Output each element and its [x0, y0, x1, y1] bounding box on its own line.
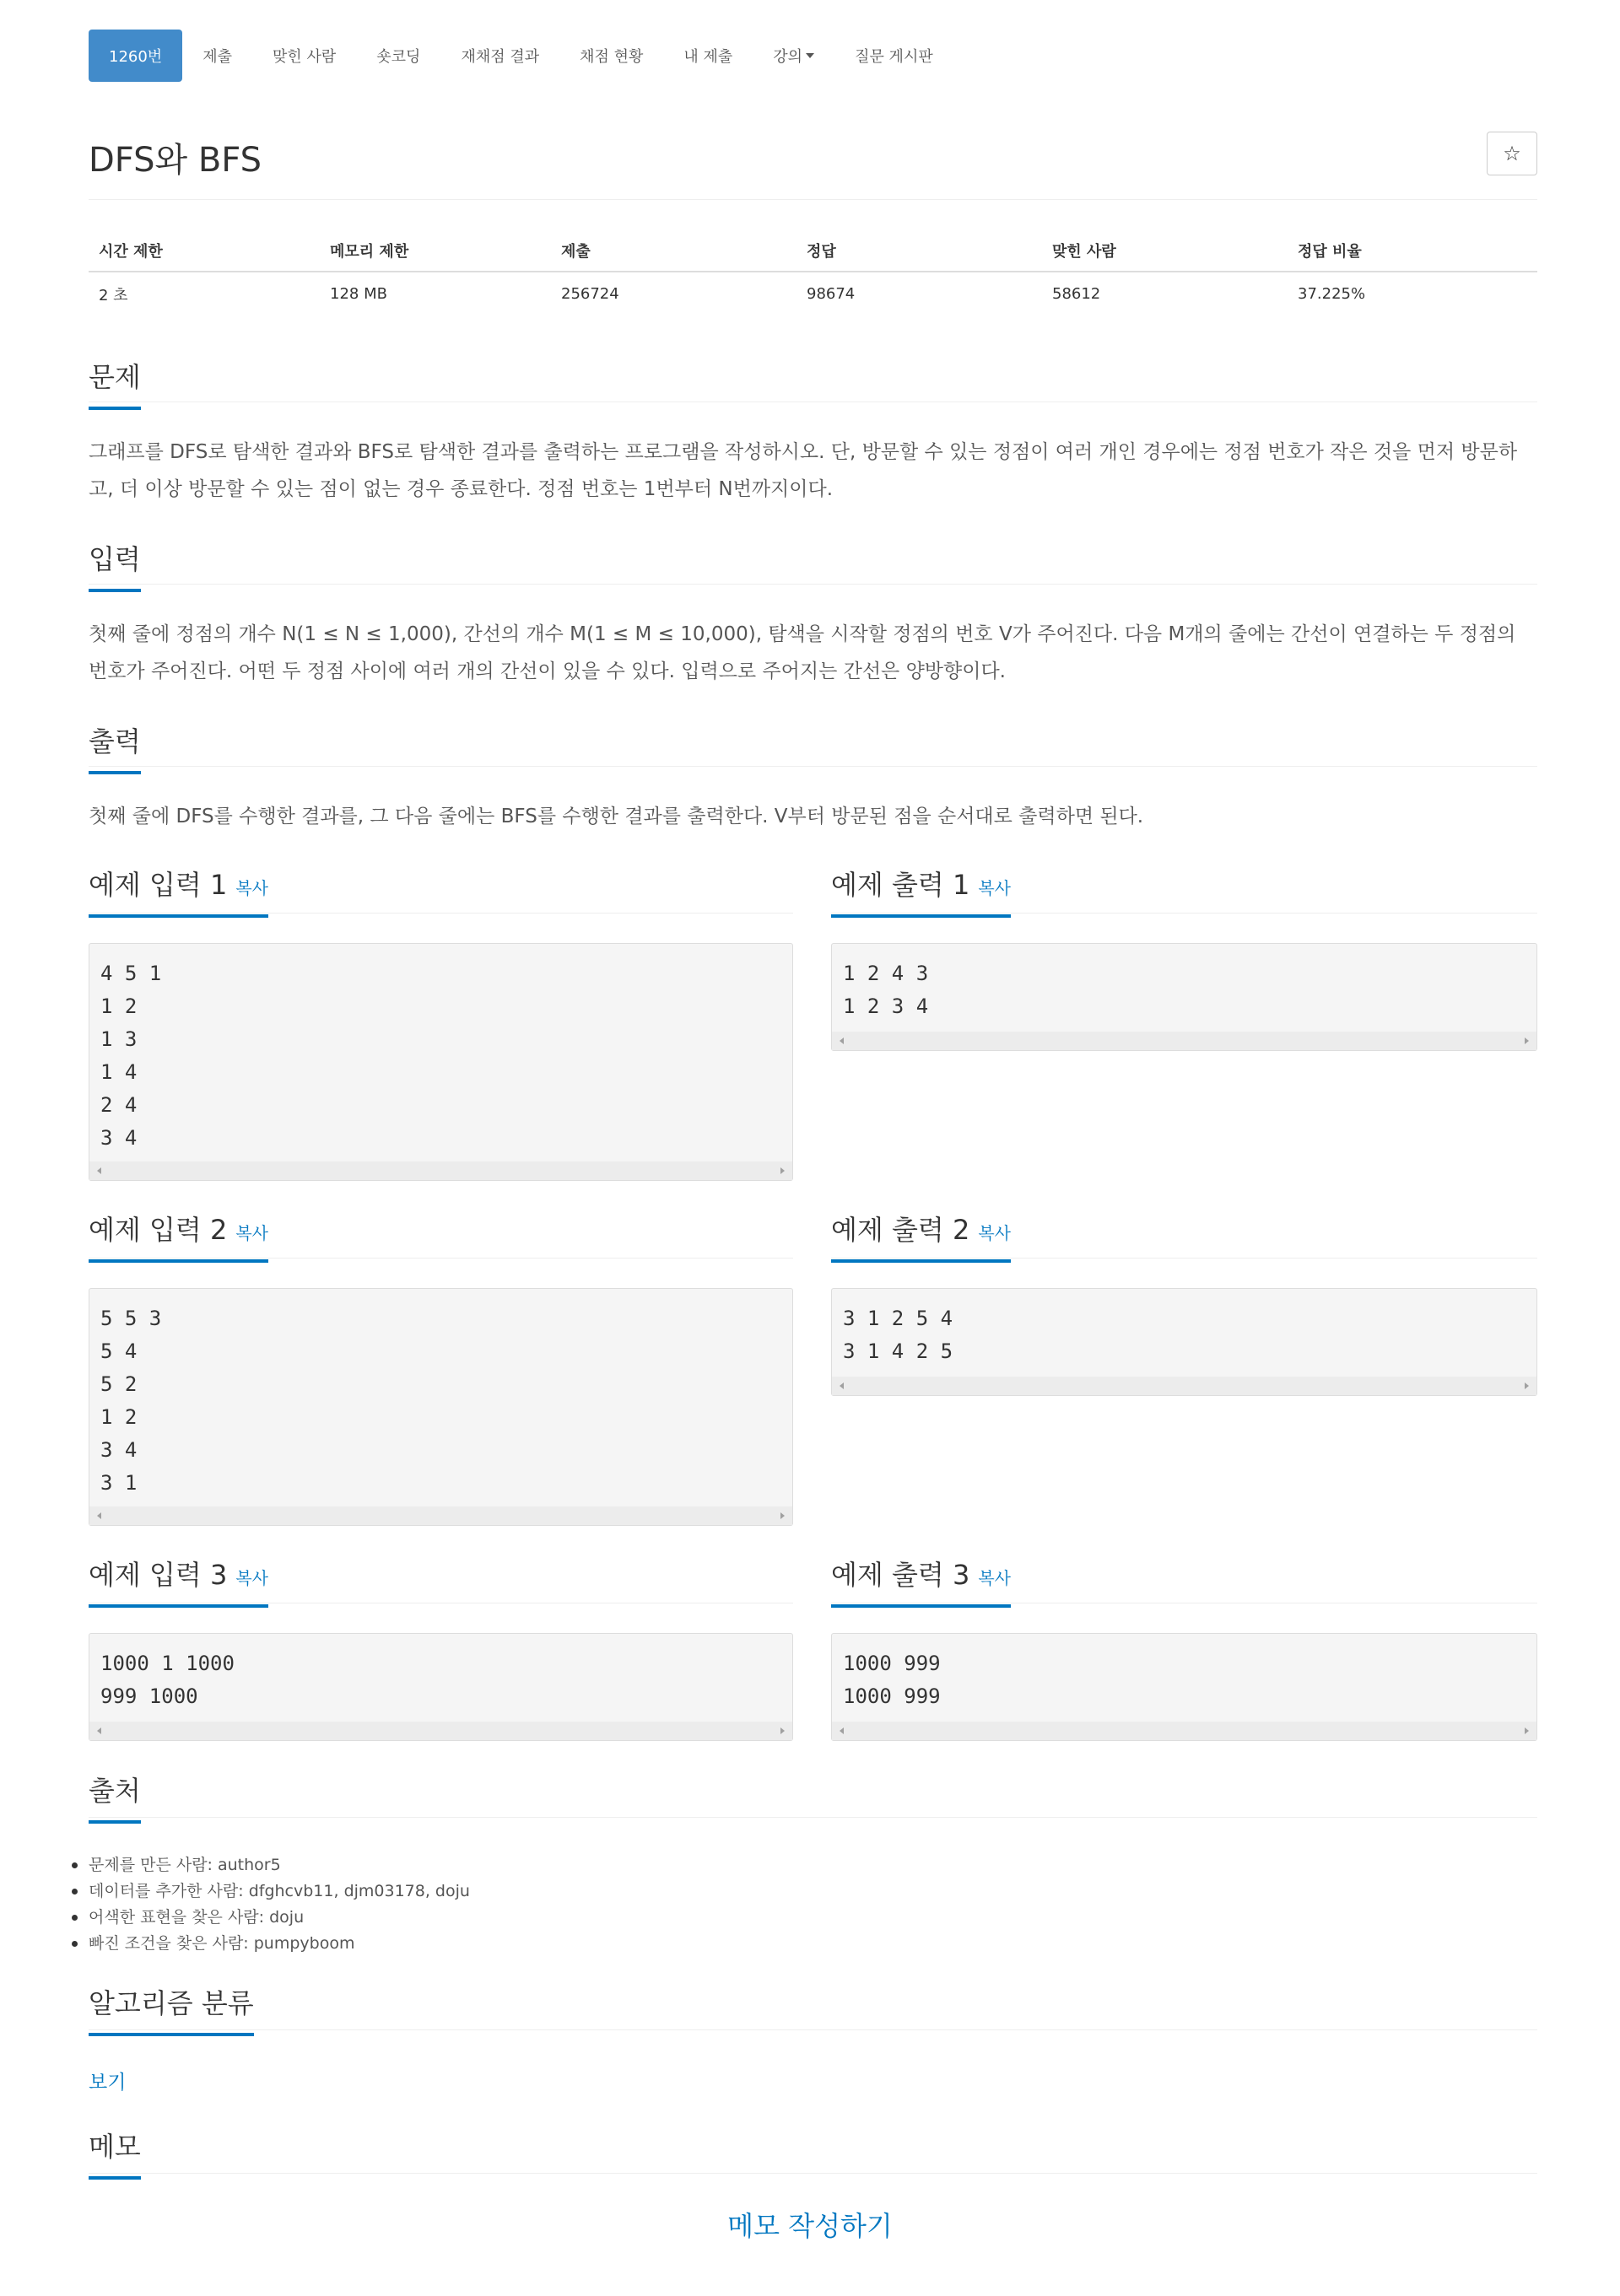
horizontal-scrollbar[interactable]: [832, 1722, 1536, 1740]
sample-output-1-content: 1 2 4 3 1 2 3 4: [843, 962, 929, 1018]
tab-status[interactable]: 채점 현황: [580, 48, 644, 66]
header-accept-rate: 정답 비율: [1288, 229, 1537, 272]
copy-sample-output-2-button[interactable]: 복사: [978, 1223, 1011, 1243]
copy-sample-input-2-button[interactable]: 복사: [235, 1223, 268, 1243]
scroll-right-icon[interactable]: [780, 1512, 785, 1519]
horizontal-scrollbar[interactable]: [89, 1506, 792, 1525]
scroll-left-icon[interactable]: [97, 1167, 101, 1174]
description-title: 문제: [89, 356, 141, 410]
scroll-left-icon[interactable]: [840, 1382, 844, 1389]
sample-output-3-box[interactable]: [831, 1633, 1537, 1741]
input-title: 입력: [89, 538, 141, 592]
tab-lecture-label: 강의: [773, 48, 803, 66]
header-memory-limit: 메모리 제한: [320, 229, 551, 272]
sample-input-2-content: 5 5 3 5 4 5 2 1 2 3 4 3 1: [100, 1307, 162, 1495]
list-item: 빠진 조건을 찾은 사람: pumpyboom: [89, 1931, 470, 1957]
sample-output-1-headline: [831, 864, 1011, 918]
page-title: DFS와 BFS: [89, 141, 262, 180]
header-submissions: 제출: [551, 229, 796, 272]
time-limit-value: 2 초: [99, 286, 128, 305]
output-text: 첫째 줄에 DFS를 수행한 결과를, 그 다음 줄에는 BFS를 수행한 결과를 출력한다. V부터 방문된 점을 순서대로 출력하면 된다.: [89, 806, 1144, 827]
description-text: 그래프를 DFS로 탐색한 결과와 BFS로 탐색한 결과를 출력하는 프로그램을 작성하시오. 단, 방문할 수 있는 정점이 여러 개인 경우에는 정점 번호가 작은 것을 먼저 방문하고, 더 이상 방문할 수 있는 점이 없는 경우 종료한다. 정점 번호는 1번부터 N번까지이다.: [89, 441, 1518, 500]
sample-input-3-headline: [89, 1554, 268, 1608]
sample-output-3-title-wrap: [831, 1554, 1011, 1608]
sample-input-2-headline: [89, 1209, 268, 1263]
header-solved-users: 맞힌 사람: [1042, 229, 1288, 272]
memo-headline: [89, 2126, 141, 2180]
algorithm-divider: [89, 2029, 1537, 2030]
source-divider: [89, 1817, 1537, 1818]
source-list: [89, 1852, 470, 1957]
title-divider: [89, 199, 1537, 200]
algorithm-view-link[interactable]: 보기: [89, 2072, 127, 2094]
tab-submit[interactable]: 제출: [202, 48, 232, 66]
tab-my-submissions[interactable]: 내 제출: [683, 48, 733, 66]
sample-input-1-title-wrap: [89, 864, 268, 918]
scroll-right-icon[interactable]: [780, 1727, 785, 1734]
horizontal-scrollbar[interactable]: [89, 1161, 792, 1180]
problem-nav: [89, 30, 953, 82]
accepted-value: 98674: [807, 285, 856, 303]
sample-output-2-content: 3 1 2 5 4 3 1 4 2 5: [843, 1307, 953, 1363]
tab-lecture-dropdown[interactable]: [753, 30, 834, 82]
source-title: 출처: [89, 1770, 141, 1824]
sample-output-3-content: 1000 999 1000 999: [843, 1652, 941, 1708]
submissions-value: 256724: [561, 285, 619, 303]
copy-sample-output-3-button[interactable]: 복사: [978, 1568, 1011, 1588]
sample-input-1-content: 4 5 1 1 2 1 3 1 4 2 4 3 4: [100, 962, 162, 1150]
header-time-limit: 시간 제한: [89, 229, 320, 272]
scroll-right-icon[interactable]: [780, 1167, 785, 1174]
sample-output-3-headline: [831, 1554, 1011, 1608]
sample-output-1-divider: [831, 913, 1537, 914]
table-row: [89, 272, 1537, 315]
scroll-right-icon[interactable]: [1525, 1727, 1529, 1734]
sample-output-2-title-wrap: [831, 1209, 1011, 1263]
list-item: 문제를 만든 사람: author5: [89, 1852, 470, 1878]
output-title: 출력: [89, 720, 141, 774]
tab-problem-number[interactable]: 1260번: [89, 30, 182, 82]
sample-input-1-box[interactable]: [89, 943, 793, 1181]
accept-rate-value: 37.225%: [1298, 285, 1366, 303]
copy-sample-output-1-button[interactable]: 복사: [978, 878, 1011, 898]
copy-sample-input-3-button[interactable]: 복사: [235, 1568, 268, 1588]
input-text: 첫째 줄에 정점의 개수 N(1 ≤ N ≤ 1,000), 간선의 개수 M(1 ≤ M ≤ 10,000), 탐색을 시작할 정점의 번호 V가 주어진다. 다음 M개의 줄에는 간선이 연결하는 두 정점의 번호가 주어진다. 어떤 두 정점 사이에 여러 개의 간선이 있을 수 있다. 입력으로 주어지는 간선은 양방향이다.: [89, 623, 1516, 682]
favorite-button[interactable]: [1487, 132, 1537, 175]
algorithm-headline: [89, 1982, 254, 2036]
table-header-row: [89, 229, 1537, 272]
scroll-left-icon[interactable]: [97, 1727, 101, 1734]
horizontal-scrollbar[interactable]: [89, 1722, 792, 1740]
sample-output-1-title: 예제 출력 1: [831, 869, 970, 901]
sample-input-3-content: 1000 1 1000 999 1000: [100, 1652, 235, 1708]
sample-input-1-title: 예제 입력 1: [89, 869, 228, 901]
scroll-right-icon[interactable]: [1525, 1038, 1529, 1044]
scroll-left-icon[interactable]: [97, 1512, 101, 1519]
sample-output-3-title: 예제 출력 3: [831, 1559, 970, 1591]
problem-info-table: [89, 229, 1537, 315]
star-icon: ☆: [1503, 142, 1521, 165]
input-divider: [89, 584, 1537, 585]
solved-users-value: 58612: [1052, 285, 1101, 303]
sample-input-1-headline: [89, 864, 268, 918]
tab-question-board[interactable]: 질문 게시판: [855, 48, 933, 66]
algorithm-title: 알고리즘 분류: [89, 1982, 254, 2036]
memo-divider: [89, 2173, 1537, 2174]
sample-output-2-title: 예제 출력 2: [831, 1214, 970, 1246]
sample-input-2-title: 예제 입력 2: [89, 1214, 228, 1246]
sample-input-2-title-wrap: [89, 1209, 268, 1263]
list-item: 어색한 표현을 찾은 사람: doju: [89, 1905, 470, 1931]
header-accepted: 정답: [796, 229, 1042, 272]
sample-output-1-box[interactable]: [831, 943, 1537, 1051]
tab-short-coding[interactable]: 숏코딩: [376, 48, 421, 66]
copy-sample-input-1-button[interactable]: 복사: [235, 878, 268, 898]
sample-input-3-title-wrap: [89, 1554, 268, 1608]
sample-input-2-box[interactable]: [89, 1288, 793, 1526]
sample-input-3-title: 예제 입력 3: [89, 1559, 228, 1591]
write-memo-link[interactable]: 메모 작성하기: [727, 2210, 893, 2242]
chevron-down-icon: [806, 53, 814, 58]
output-divider: [89, 766, 1537, 767]
scroll-left-icon[interactable]: [840, 1727, 844, 1734]
sample-input-3-box[interactable]: [89, 1633, 793, 1741]
horizontal-scrollbar[interactable]: [832, 1032, 1536, 1050]
source-headline: [89, 1770, 141, 1824]
scroll-right-icon[interactable]: [1525, 1382, 1529, 1389]
horizontal-scrollbar[interactable]: [832, 1377, 1536, 1395]
list-item: 데이터를 추가한 사람: dfghcvb11, djm03178, doju: [89, 1878, 470, 1905]
tab-rejudge-results[interactable]: 재채점 결과: [461, 48, 540, 66]
sample-input-1-divider: [89, 913, 793, 914]
scroll-left-icon[interactable]: [840, 1038, 844, 1044]
sample-output-2-box[interactable]: [831, 1288, 1537, 1396]
tab-solved-users[interactable]: 맞힌 사람: [272, 48, 337, 66]
sample-output-1-title-wrap: [831, 864, 1011, 918]
memo-title: 메모: [89, 2126, 141, 2180]
sample-output-2-headline: [831, 1209, 1011, 1263]
memory-limit-value: 128 MB: [330, 285, 387, 303]
